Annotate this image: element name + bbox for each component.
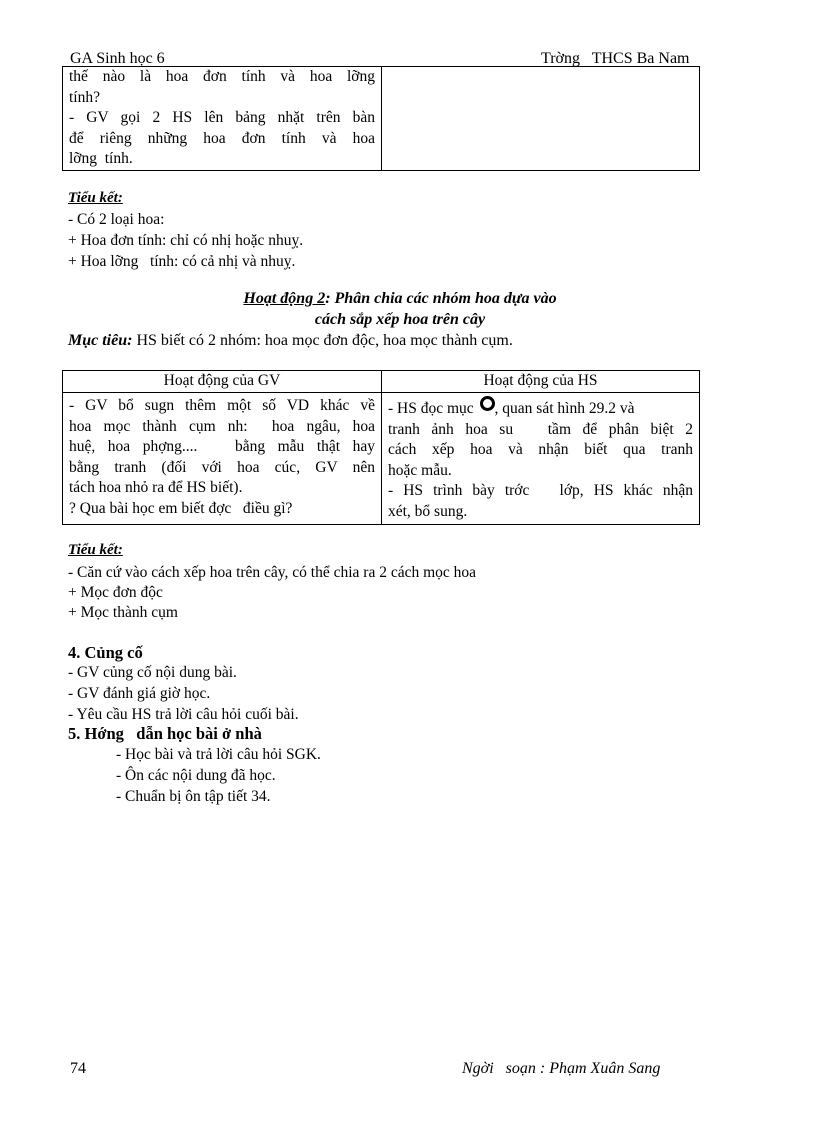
column-header-hs: Hoạt động của HS: [382, 371, 700, 393]
footer-author: Ngời soạn : Phạm Xuân Sang: [462, 1060, 661, 1077]
cell-line: cách xếp hoa và nhận biết qua tranh: [388, 441, 693, 458]
table-row: [63, 67, 700, 171]
cell-line: tách hoa nhỏ ra để HS biết).: [69, 479, 243, 496]
activity2-objective: [68, 331, 513, 351]
cell-line: huệ, hoa phợng.... bằng mẫu thật hay: [69, 438, 375, 455]
activity2-label: Hoạt động 2: [243, 290, 326, 307]
header-left: GA Sinh học 6: [70, 50, 165, 67]
summary2-line: + Mọc thành cụm: [68, 604, 178, 621]
cell-line: hoa mọc thành cụm nh: hoa ngâu, hoa: [69, 417, 375, 435]
cell-line: bằng tranh (đối với hoa cúc, GV nên: [69, 458, 375, 476]
cell-line: - GV gọi 2 HS lên bảng nhặt trên bàn: [69, 109, 375, 126]
summary1-title: Tiểu kết:: [68, 190, 123, 206]
section5-title: 5. Hớng dẫn học bài ở nhà: [68, 724, 262, 743]
hs-line-start: - HS đọc mục: [388, 400, 478, 417]
section4-title: 4. Củng cố: [68, 643, 143, 662]
cell-line: thế nào là hoa đơn tính và hoa lỡng: [69, 68, 375, 85]
section5-line: - Chuẩn bị ôn tập tiết 34.: [116, 788, 271, 805]
table1-gv-cell: [63, 67, 382, 171]
cell-line: ? Qua bài học em biết đợc điều gì?: [69, 499, 293, 517]
cell-line: để riêng những hoa đơn tính và hoa: [69, 129, 375, 147]
section5-line: - Học bài và trả lời câu hỏi SGK.: [116, 746, 321, 763]
section4-line: - GV đánh giá giờ học.: [68, 685, 211, 702]
section5-line: - Ôn các nội dung đã học.: [116, 767, 276, 784]
circle-icon: [480, 396, 495, 411]
header-right: Trờng THCS Ba Nam: [541, 50, 690, 67]
objective-label: Mục tiêu:: [68, 332, 133, 349]
section4-line: - GV củng cố nội dung bài.: [68, 664, 237, 681]
summary2-line: - Căn cứ vào cách xếp hoa trên cây, có thể chia ra 2 cách mọc hoa: [68, 564, 477, 581]
section4-line: - Yêu cầu HS trả lời câu hỏi cuối bài.: [68, 706, 299, 723]
activity2-table: [62, 370, 700, 525]
table-header-row: [63, 371, 700, 393]
page-number: 74: [70, 1060, 86, 1077]
cell-line: - GV bổ sugn thêm một số VD khác về: [69, 397, 375, 414]
cell-line: tính?: [69, 88, 100, 106]
cell-line: lỡng tính.: [69, 150, 133, 167]
summary2-line: + Mọc đơn độc: [68, 584, 163, 601]
cell-line: - HS trình bày trớc lớp, HS khác nhận: [388, 482, 693, 499]
cell-line: xét, bổ sung.: [388, 502, 468, 520]
activity2-title: : Phân chia các nhóm hoa dựa vào: [325, 290, 557, 307]
cell-line: hoặc mẫu.: [388, 461, 452, 479]
column-header-gv: Hoạt động của GV: [63, 371, 382, 393]
hs-line-end: , quan sát hình 29.2 và: [494, 400, 635, 417]
summary2-title: Tiểu kết:: [68, 542, 123, 558]
objective-text: HS biết có 2 nhóm: hoa mọc đơn độc, hoa mọc thành cụm.: [132, 332, 513, 349]
summary1-line: - Có 2 loại hoa:: [68, 211, 165, 228]
summary1-line: + Hoa lỡng tính: có cả nhị và nhuỵ.: [68, 253, 296, 270]
table-row: [63, 393, 700, 525]
table1-hs-cell: [382, 67, 700, 171]
table2-hs-cell: [382, 393, 700, 525]
cell-line: [388, 396, 693, 420]
summary1-line: + Hoa đơn tính: chỉ có nhị hoặc nhuỵ.: [68, 232, 304, 249]
activity1-table: [62, 66, 700, 171]
activity2-title-line2: cách sắp xếp hoa trên cây: [314, 311, 486, 328]
activity2-heading: [0, 290, 800, 308]
table2-gv-cell: [63, 393, 382, 525]
cell-line: tranh ảnh hoa su tầm để phân biệt 2: [388, 420, 693, 438]
